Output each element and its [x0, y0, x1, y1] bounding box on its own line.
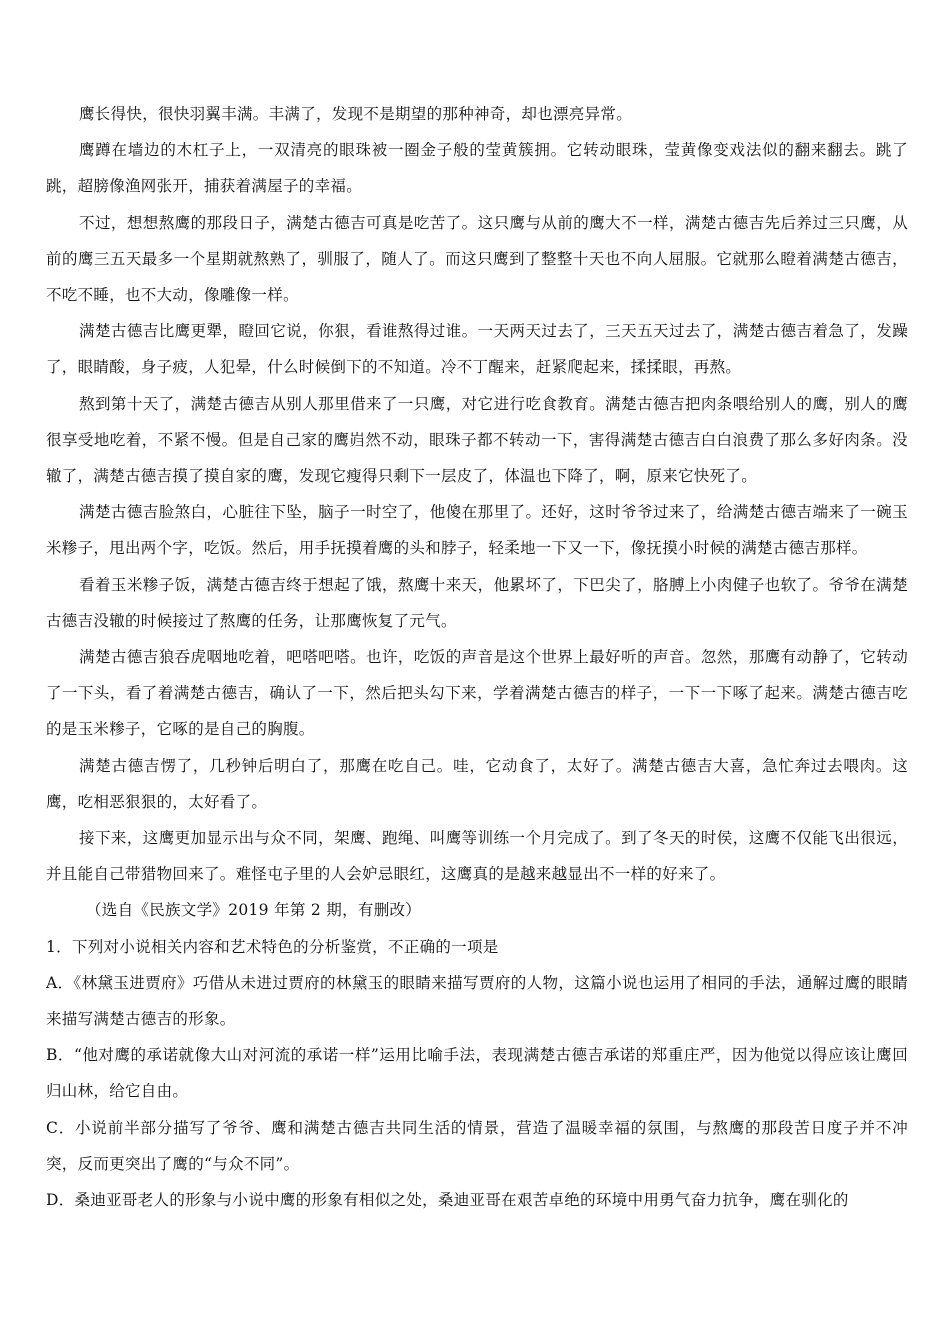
story-paragraph: 熬到第十天了，满楚古德吉从别人那里借来了一只鹰，对它进行吃食教育。满楚古德吉把肉条喂给别人的鹰，别人的鹰很享受地吃着，不紧不慢。但是自己家的鹰岿然不动，眼珠子都不转动一下，害得满楚古德吉白白浪费了那么多好肉条。没辙了，满楚古德吉摸了摸自家的鹰，发现它瘦得只剩下一层皮了，体温也下降了，啊，原来它快死了。	[46, 394, 908, 486]
question-option-d: D．桑迪亚哥老人的形象与小说中鹰的形象有相似之处，桑迪亚哥在艰苦卓绝的环境中用勇气奋力抗争，鹰在驯化的	[46, 1191, 849, 1210]
question-option-a: A．《林黛玉进贾府》巧借从未进过贾府的林黛玉的眼睛来描写贾府的人物，这篇小说也运用了相同的手法，通解过鹰的眼睛来描写满楚古德吉的形象。	[46, 973, 908, 1029]
question-stem: 1．下列对小说相关内容和艺术特色的分析鉴赏，不正确的一项是	[46, 937, 499, 956]
story-paragraph: 满楚古德吉比鹰更犟，瞪回它说，你狠，看谁熬得过谁。一天两天过去了，三天五天过去了，满楚古德吉着急了，发躁了，眼睛酸，身子疲，人犯晕，什么时候倒下的不知道。冷不丁醒来，赶紧爬起来，揉揉眼，再熬。	[46, 322, 908, 377]
page-content	[46, 96, 908, 1218]
story-paragraph: 看着玉米糁子饭，满楚古德吉终于想起了饿，熬鹰十来天，他累坏了，下巴尖了，胳膊上小肉健子也软了。爷爷在满楚古德吉没辙的时候接过了熬鹰的任务，让那鹰恢复了元气。	[46, 575, 908, 630]
story-paragraph: 不过，想想熬鹰的那段日子，满楚古德吉可真是吃苦了。这只鹰与从前的鹰大不一样，满楚古德吉先后养过三只鹰，从前的鹰三五天最多一个星期就熬熟了，驯服了，随人了。而这只鹰到了整整十天也不向人屈服。它就那么瞪着满楚古德吉，不吃不睡，也不大动，像雕像一样。	[46, 213, 908, 305]
source-citation: （选自《民族文学》2019 年第 2 期，有删改）	[86, 901, 422, 920]
question-option-b: B．“他对鹰的承诺就像大山对河流的承诺一样”运用比喻手法，表现满楚古德吉承诺的郑重庄严，因为他觉以得应该让鹰回归山林，给它自由。	[46, 1046, 908, 1101]
story-paragraph: 满楚古德吉愣了，几秒钟后明白了，那鹰在吃自己。哇，它动食了，太好了。满楚古德吉大喜，急忙奔过去喂肉。这鹰，吃相恶狠狠的，太好看了。	[46, 756, 908, 811]
story-paragraph: 鹰蹲在墙边的木杠子上，一双清亮的眼珠被一圈金子般的莹黄簇拥。它转动眼珠，莹黄像变戏法似的翻来翻去。跳了跳，超膀像渔网张开，捕获着满屋子的幸福。	[46, 141, 908, 196]
story-paragraph: 接下来，这鹰更加显示出与众不同，架鹰、跑绳、叫鹰等训练一个月完成了。到了冬天的时侯，这鹰不仅能飞出很远，并且能自己带猎物回来了。难怪屯子里的人会妒忌眼红，这鹰真的是越来越显出不一样的好来了。	[46, 829, 908, 884]
story-paragraph: 满楚古德吉狼吞虎咽地吃着，吧嗒吧嗒。也许，吃饭的声音是这个世界上最好听的声音。忽然，那鹰有动静了，它转动了一下头，看了着满楚古德吉，确认了一下，然后把头勾下来，学着满楚古德吉的样子，一下一下啄了起来。满楚古德吉吃的是玉米糁子，它啄的是自己的胸腹。	[46, 648, 908, 739]
story-paragraph: 满楚古德吉脸煞白，心脏往下坠，脑子一时空了，他傻在那里了。还好，这时爷爷过来了，给满楚古德吉端来了一碗玉米糁子，甩出两个字，吃饭。然后，用手抚摸着鹰的头和脖子，轻柔地一下又一下，像抚摸小时候的满楚古德吉那样。	[46, 503, 908, 558]
story-paragraph: 鹰长得快，很快羽翼丰满。丰满了，发现不是期望的那种神奇，却也漂亮异常。	[79, 105, 633, 123]
question-option-c: C．小说前半部分描写了爷爷、鹰和满楚古德吉共同生活的情景，营造了温暖幸福的氛围，与熬鹰的那段苦日度子并不冲突，反而更突出了鹰的“与众不同”。	[46, 1118, 908, 1173]
